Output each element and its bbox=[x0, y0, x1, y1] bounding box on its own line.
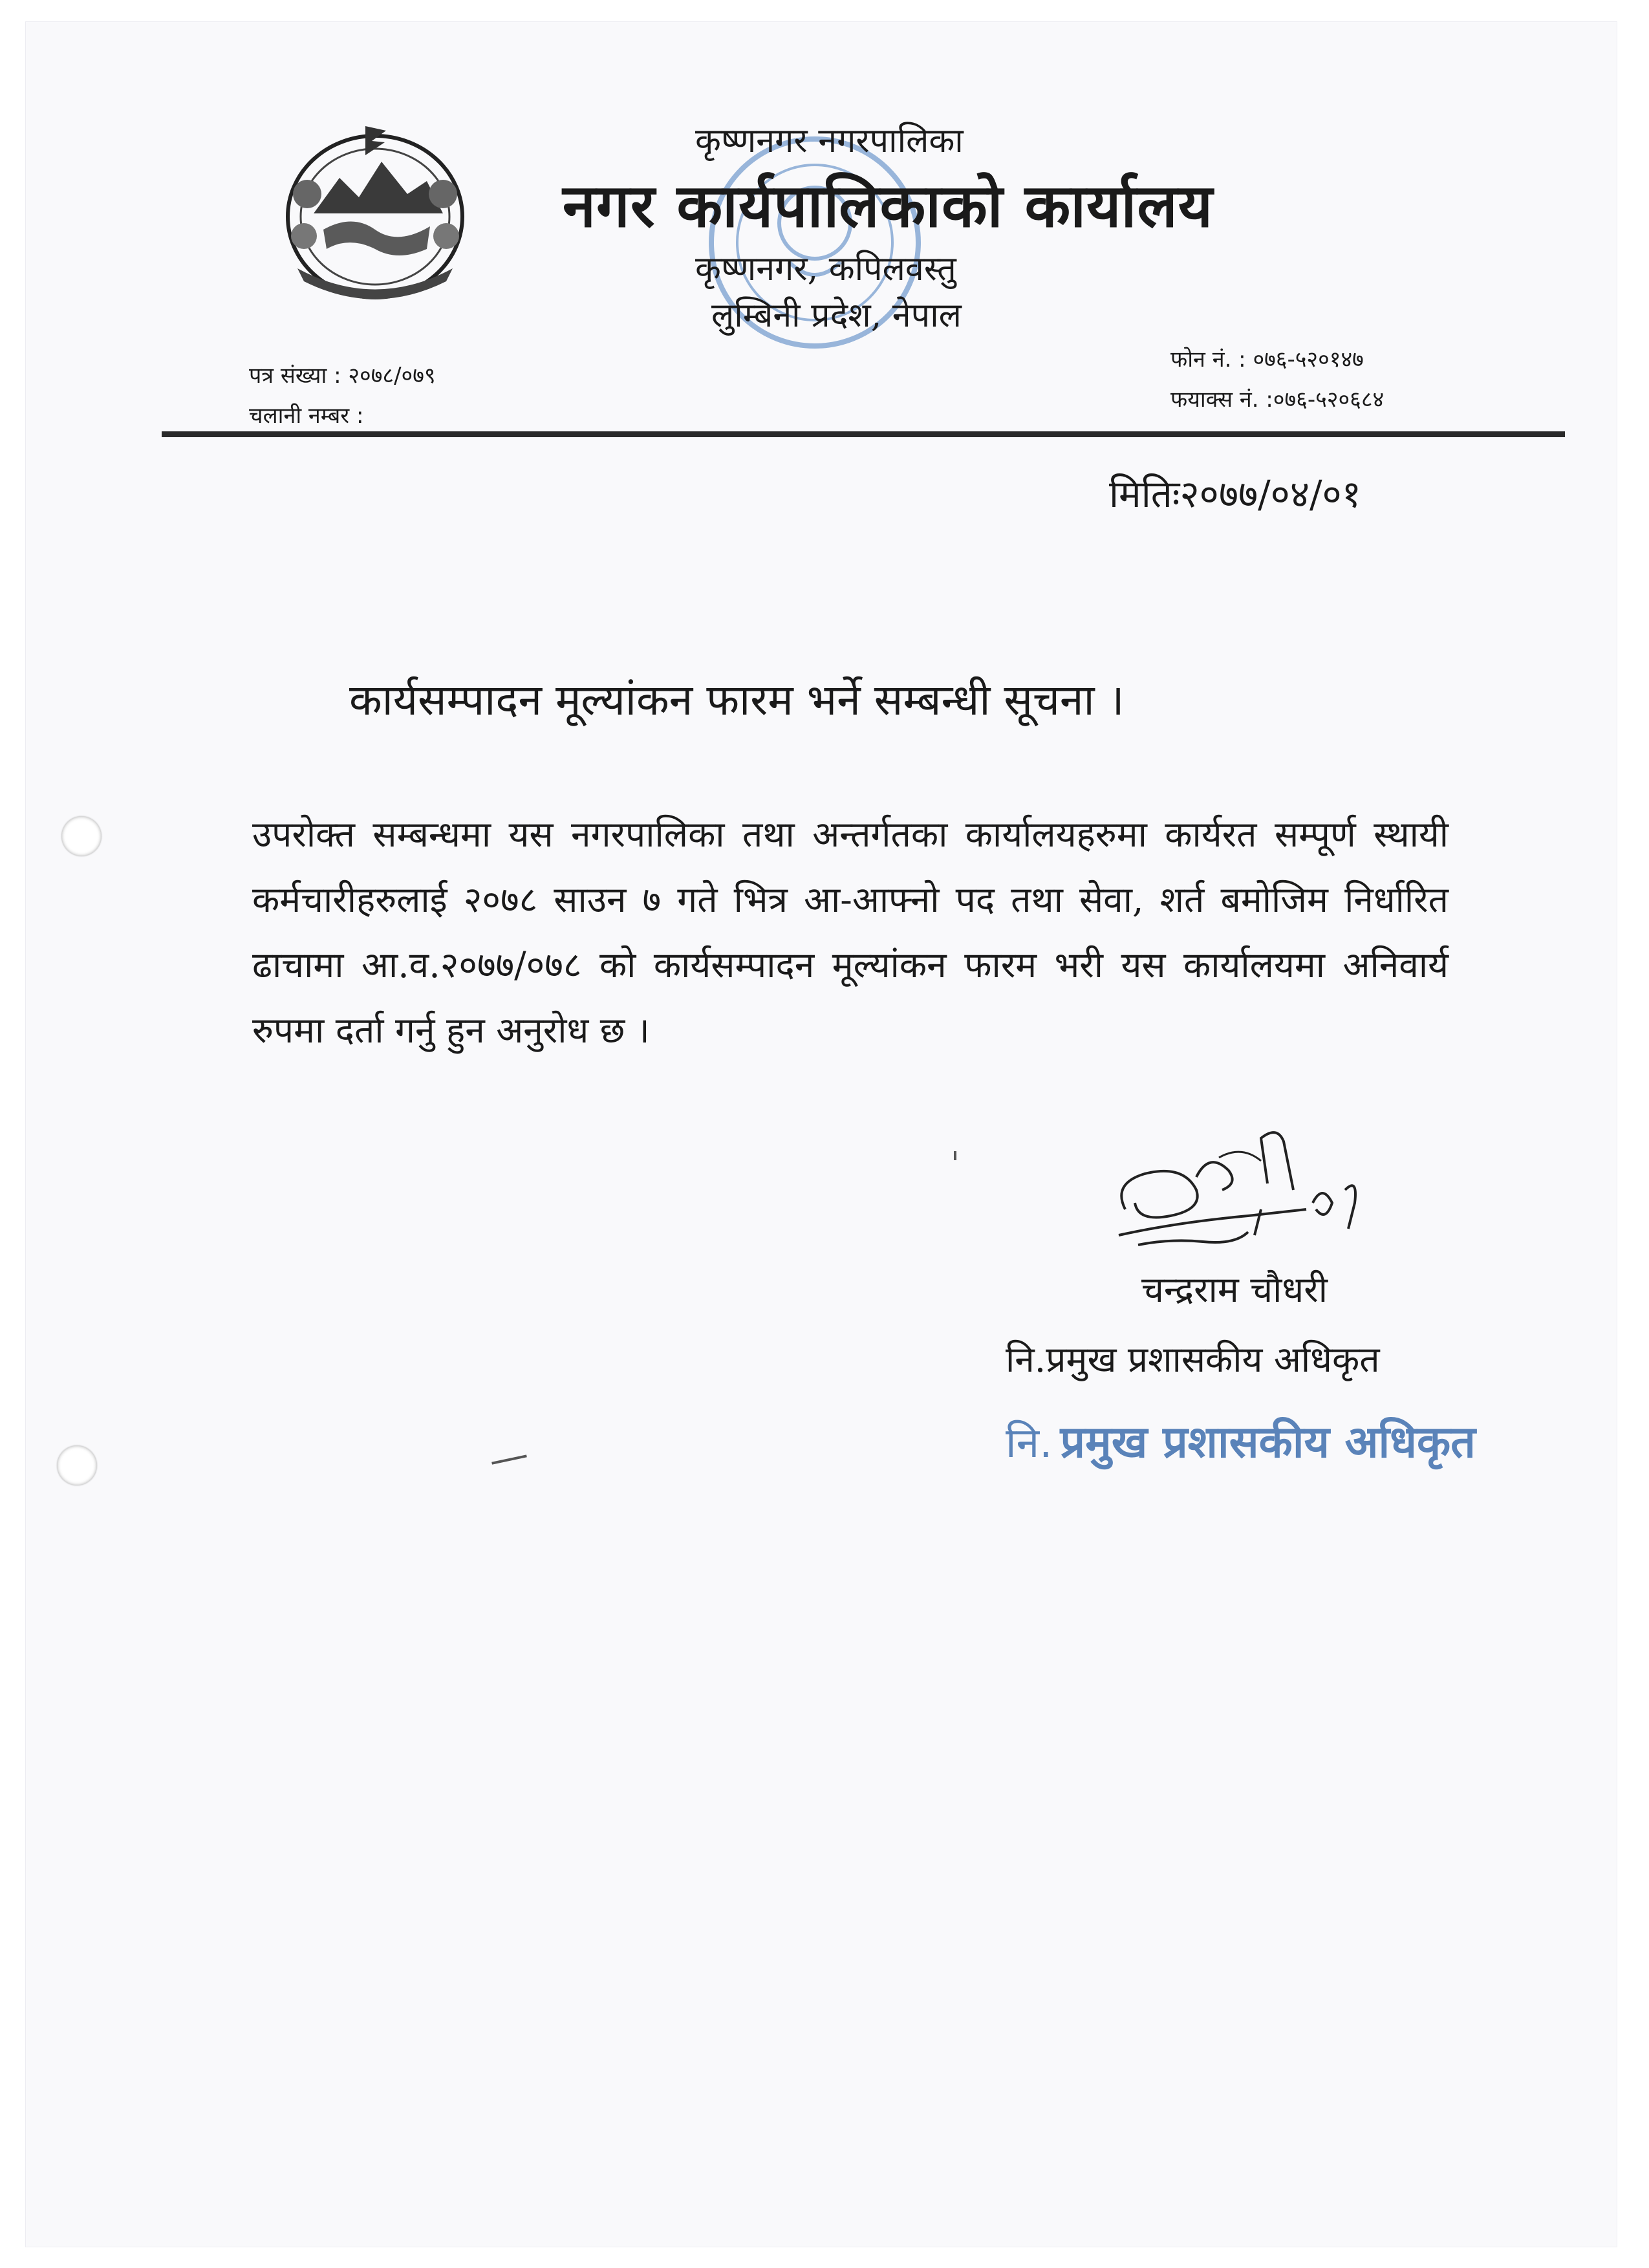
signatory-name: चन्द्रराम चौधरी bbox=[1141, 1269, 1328, 1310]
letter-number: पत्र संख्या : २०७८/०७९ bbox=[249, 363, 436, 389]
stamp-prefix: नि. bbox=[1006, 1420, 1053, 1467]
nepal-emblem-icon bbox=[268, 116, 482, 310]
signatory-title: नि.प्रमुख प्रशासकीय अधिकृत bbox=[1006, 1339, 1380, 1380]
stamp-text: प्रमुख प्रशासकीय अधिकृत bbox=[1060, 1417, 1476, 1468]
letter-date: मितिः२०७७/०४/०१ bbox=[1109, 472, 1361, 516]
scan-mark bbox=[954, 1151, 956, 1160]
official-title-stamp bbox=[1006, 1410, 1476, 1470]
notice-subject: कार्यसम्पादन मूल्यांकन फारम भर्ने सम्बन्धी सूचना । bbox=[349, 675, 1125, 725]
municipality-name: कृष्णनगर नगरपालिका bbox=[695, 122, 964, 160]
reference-block bbox=[249, 356, 436, 436]
punch-hole-bottom bbox=[57, 1445, 97, 1485]
phone-number: फोन नं. : ०७६-५२०१४७ bbox=[1170, 347, 1364, 373]
office-address: कृष्णनगर, कपिलवस्तु bbox=[695, 250, 956, 288]
header-divider bbox=[162, 431, 1565, 437]
office-name: नगर कार्यपालिकाको कार्यालय bbox=[563, 171, 1214, 241]
contact-block bbox=[1170, 340, 1384, 420]
punch-hole-top bbox=[61, 816, 102, 856]
handwritten-signature-icon bbox=[1099, 1112, 1371, 1261]
fax-number: फयाक्स नं. :०७६-५२०६८४ bbox=[1170, 387, 1385, 413]
office-province: लुम्बिनी प्रदेश, नेपाल bbox=[711, 296, 962, 335]
notice-body: उपरोक्त सम्बन्धमा यस नगरपालिका तथा अन्तर्गतका कार्यालयहरुमा कार्यरत सम्पूर्ण स्थायी कर्मचारीहरुलाई २०७८ साउन ७ गते भित्र आ-आफ्नो पद तथा सेवा, शर्त बमोजिम निर्धारित ढाचामा आ.व.२०७७/०७८ को कार्यसम्पादन मूल्यांकन फारम भरी यस कार्यालयमा अनिवार्य रुपमा दर्ता गर्नु हुन अनुरोध छ । bbox=[252, 814, 1449, 1051]
dispatch-number: चलानी नम्बर : bbox=[249, 403, 364, 429]
